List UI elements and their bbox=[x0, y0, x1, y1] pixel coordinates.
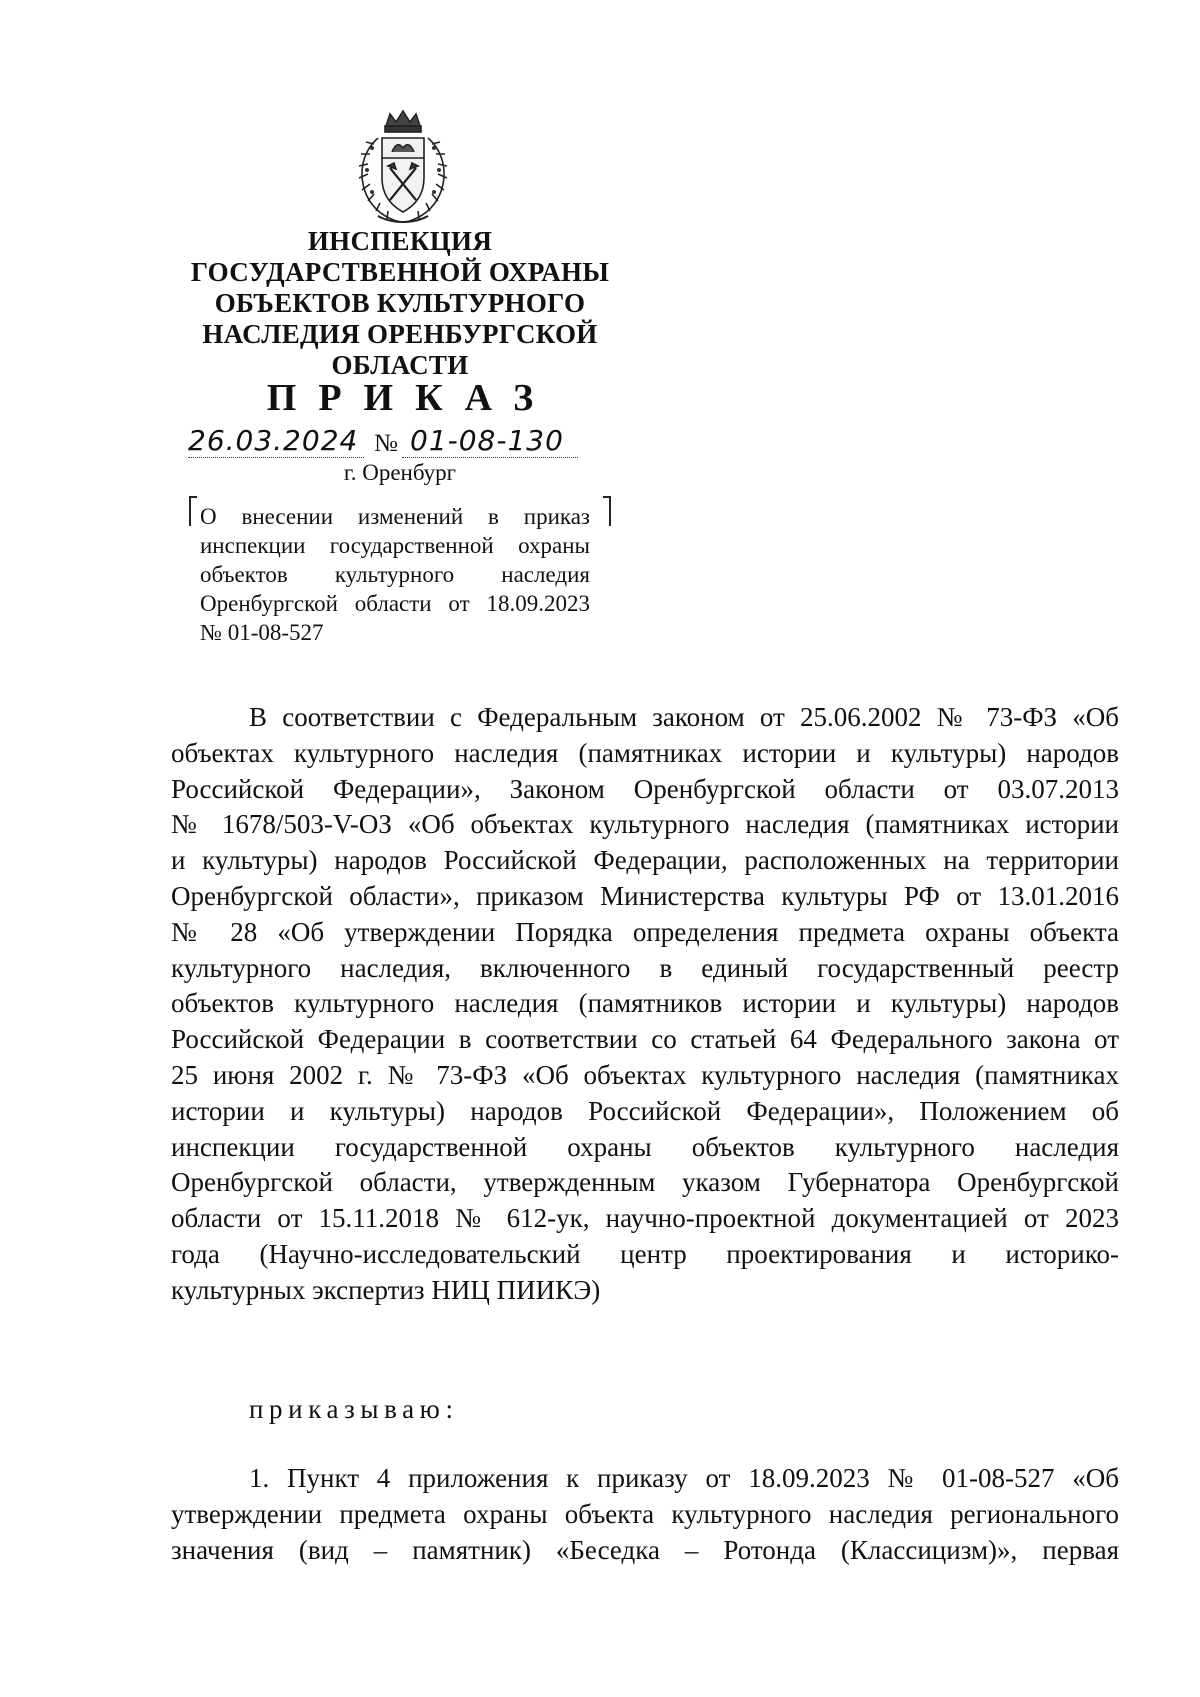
subject-bracket-left bbox=[189, 496, 197, 526]
subject-line: № 01-08-527 bbox=[200, 620, 324, 645]
body-line: культурного наследия, включенного в единый государственный реестр bbox=[171, 952, 1119, 983]
coat-of-arms-emblem bbox=[348, 108, 458, 226]
document-subject bbox=[200, 502, 590, 647]
org-line: ИНСПЕКЦИЯ bbox=[307, 226, 493, 256]
date-underline bbox=[188, 457, 364, 458]
preamble-paragraph bbox=[171, 700, 1119, 1309]
subject-bracket-right bbox=[603, 496, 611, 526]
body-line: Оренбургской области, утвержденным указом Губернатора Оренбургской bbox=[171, 1167, 1119, 1198]
body-line: культурных экспертиз НИЦ ПИИКЭ) bbox=[171, 1274, 601, 1305]
body-line: объектов культурного наследия (памятников истории и культуры) народов bbox=[171, 988, 1119, 1019]
body-line: Российской Федерации в соответствии со статьей 64 Федерального закона от bbox=[171, 1024, 1119, 1055]
number-underline bbox=[402, 457, 578, 458]
body-line: области от 15.11.2018 № 612-ук, научно-проектной документацией от 2023 bbox=[171, 1203, 1119, 1234]
subject-line: О внесении изменений в приказ bbox=[200, 504, 590, 529]
body-line: и культуры) народов Российской Федерации, расположенных на территории bbox=[171, 845, 1119, 876]
handwritten-number: 01-08-130 bbox=[410, 424, 564, 457]
body-line: Оренбургской области», приказом Министерства культуры РФ от 13.01.2016 bbox=[171, 880, 1119, 911]
body-line: № 28 «Об утверждении Порядка определения предмета охраны объекта bbox=[171, 916, 1119, 947]
number-sign: № bbox=[374, 430, 398, 457]
org-line: ОБЪЕКТОВ КУЛЬТУРНОГО bbox=[214, 288, 586, 318]
city-label: г. Оренбург bbox=[343, 460, 457, 485]
org-line: ГОСУДАРСТВЕННОЙ ОХРАНЫ bbox=[190, 257, 610, 287]
org-line: НАСЛЕДИЯ ОРЕНБУРГСКОЙ bbox=[202, 319, 598, 349]
body-line: Российской Федерации», Законом Оренбургской области от 03.07.2013 bbox=[171, 773, 1119, 804]
subject-line: Оренбургской области от 18.09.2023 bbox=[200, 591, 590, 616]
body-line: объектах культурного наследия (памятниках истории и культуры) народов bbox=[171, 737, 1119, 768]
body-line: года (Научно-исследовательский центр проектирования и историко- bbox=[171, 1238, 1119, 1269]
item-line: значения (вид – памятник) «Беседка – Ротонда (Классицизм)», первая bbox=[171, 1534, 1119, 1565]
org-line: ОБЛАСТИ bbox=[331, 350, 469, 380]
document-type-title: ПРИКАЗ bbox=[266, 377, 556, 419]
order-item-1 bbox=[171, 1461, 1119, 1568]
item-line: утверждении предмета охраны объекта культурного наследия регионального bbox=[171, 1498, 1119, 1529]
subject-line: объектов культурного наследия bbox=[200, 562, 590, 587]
handwritten-date: 26.03.2024 bbox=[188, 424, 359, 457]
body-line: 25 июня 2002 г. № 73-ФЗ «Об объектах культурного наследия (памятниках bbox=[171, 1059, 1119, 1090]
date-number-line bbox=[188, 424, 628, 458]
subject-line: инспекции государственной охраны bbox=[200, 533, 590, 558]
body-line: № 1678/503-V-ОЗ «Об объектах культурного наследия (памятниках истории bbox=[171, 809, 1119, 840]
organization-name bbox=[180, 226, 620, 381]
item-line: 1. Пункт 4 приложения к приказу от 18.09.2023 № 01-08-527 «Об bbox=[249, 1463, 1119, 1493]
order-word: приказываю: bbox=[249, 1394, 459, 1424]
body-line: истории и культуры) народов Российской Федерации», Положением об bbox=[171, 1095, 1119, 1126]
body-line: В соответствии с Федеральным законом от 25.06.2002 № 73-ФЗ «Об bbox=[249, 702, 1119, 732]
body-line: инспекции государственной охраны объектов культурного наследия bbox=[171, 1131, 1119, 1162]
